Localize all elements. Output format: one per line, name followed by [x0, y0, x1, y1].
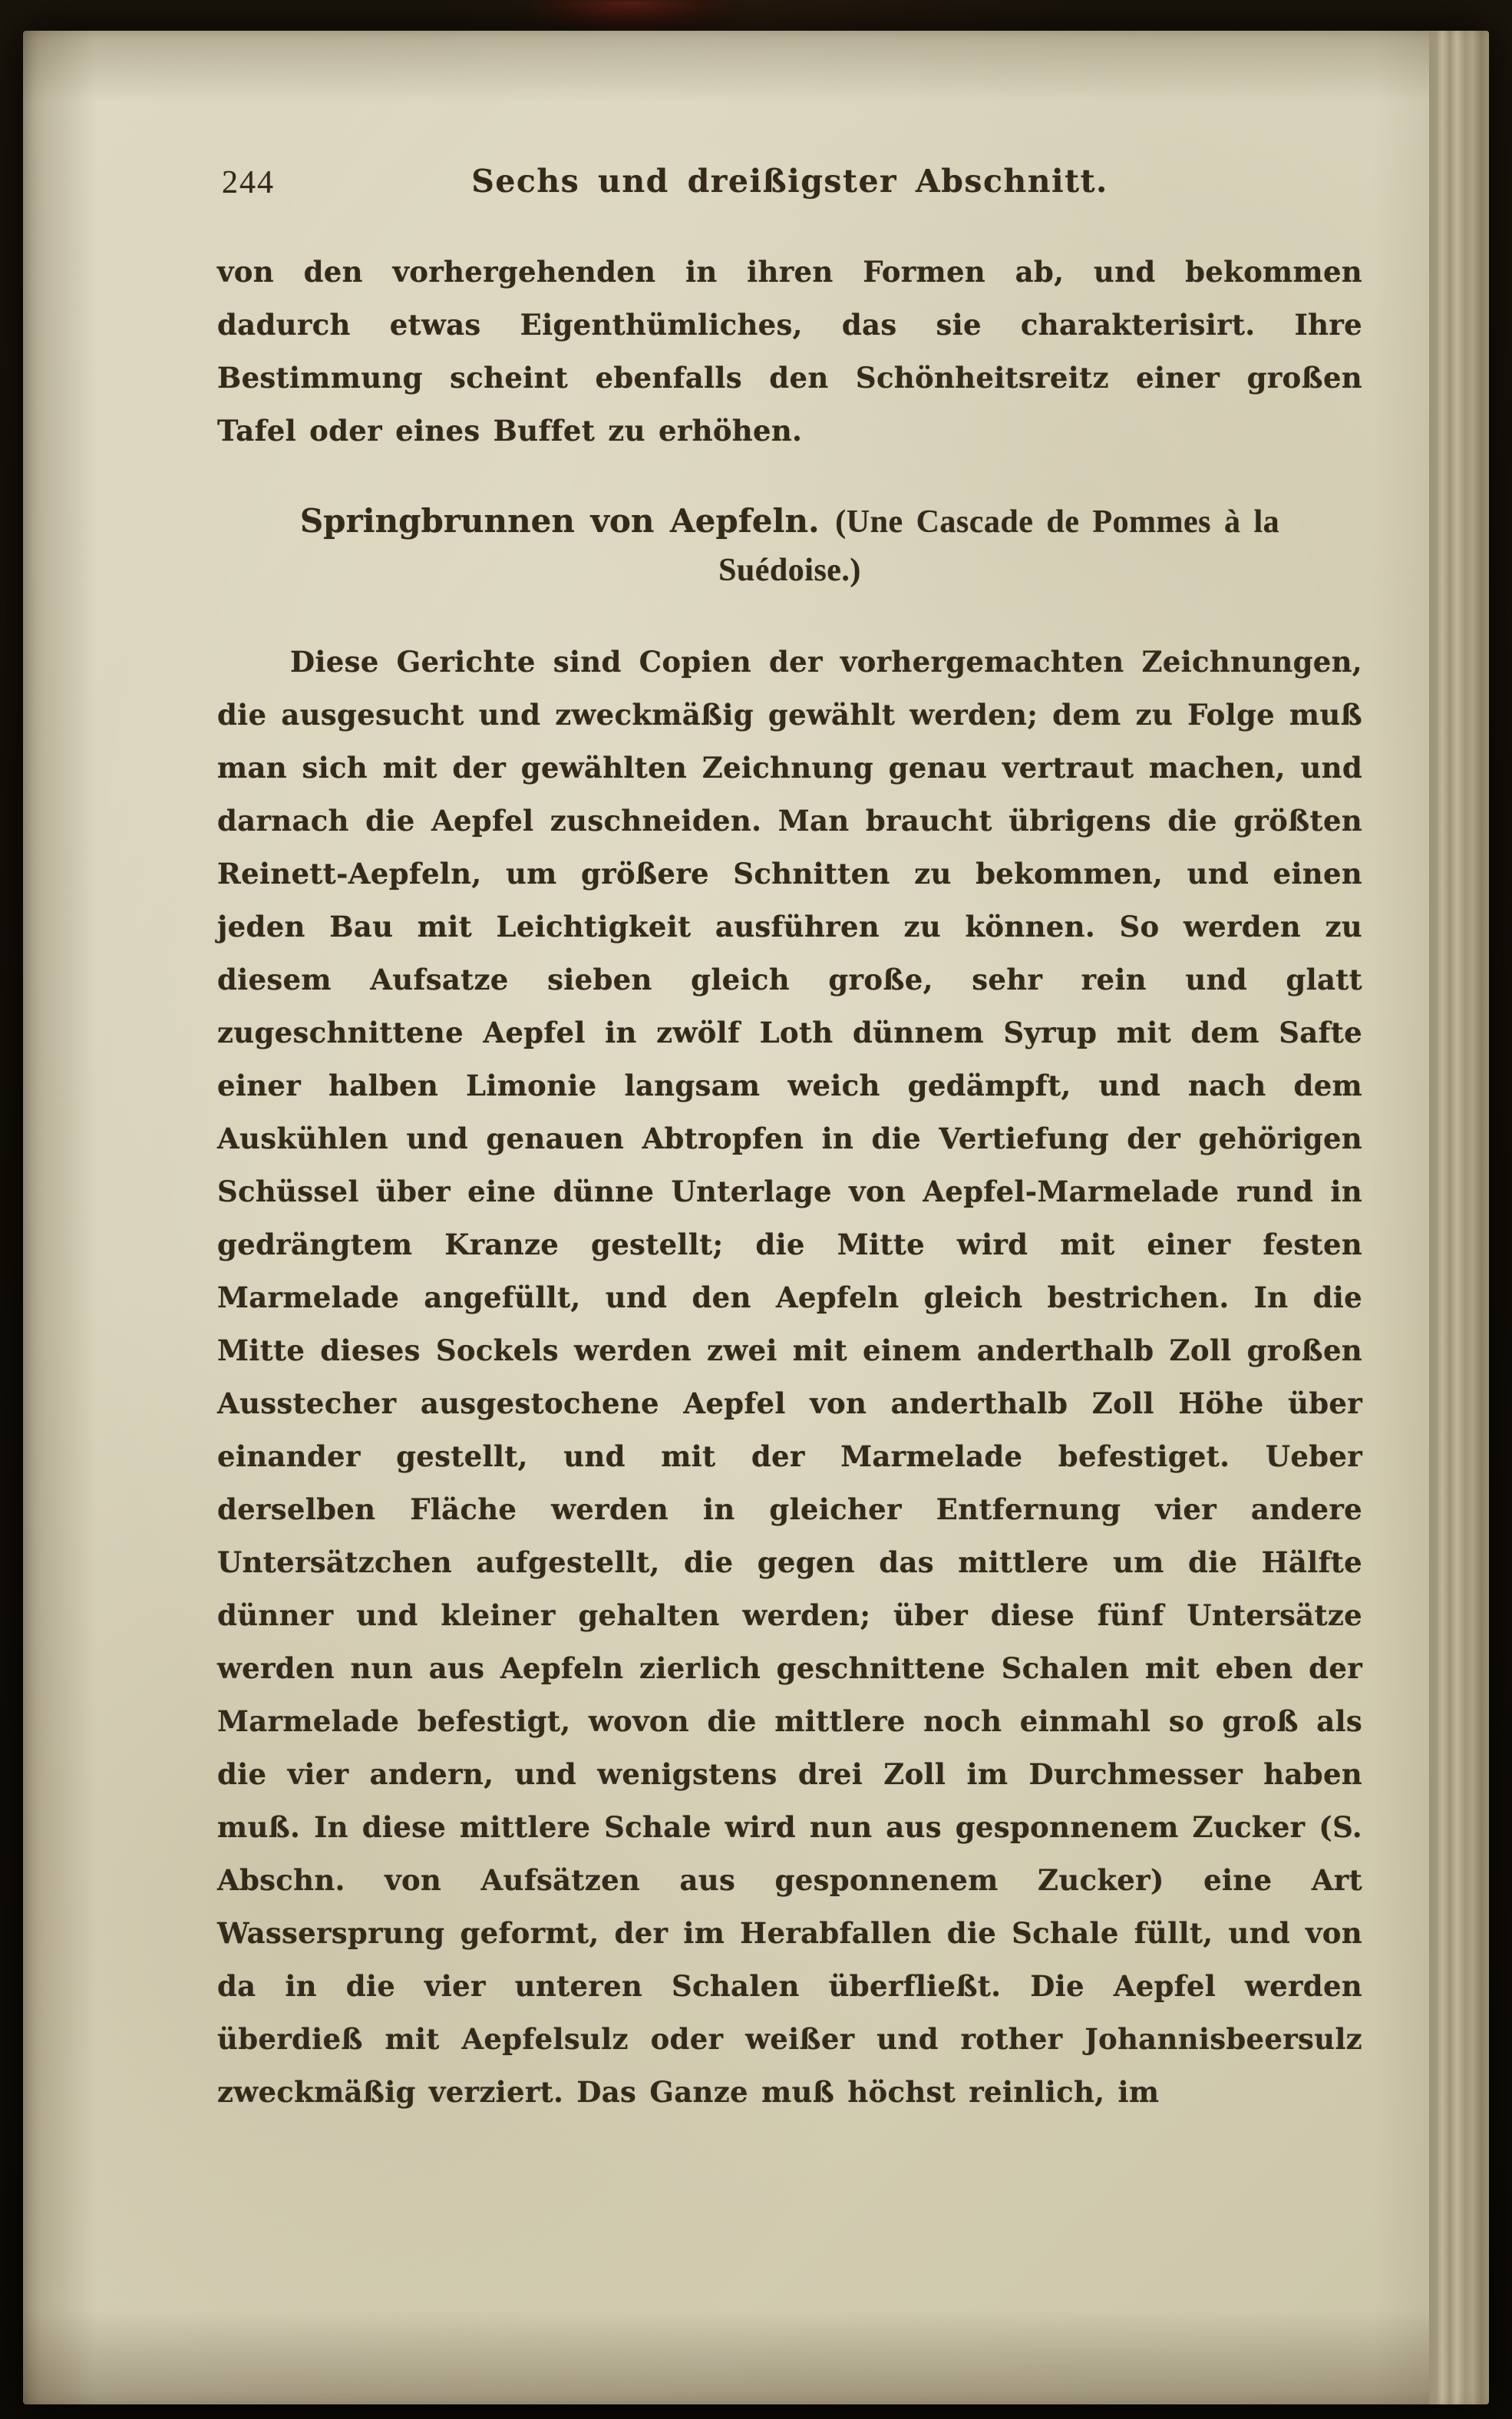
running-title: Sechs und dreißigster Abschnitt. — [471, 163, 1108, 200]
page-text-block — [217, 160, 1362, 2119]
section-heading-german: Springbrunnen von Aepfeln. — [299, 502, 820, 540]
book-page — [23, 31, 1489, 2404]
paragraph-main: Diese Gerichte sind Copien der vorhergemachten Zeichnungen, die ausgesucht und zweckmäßig gewählt werden; dem zu Folge muß man sich mit der gewählten Zeichnung genau vertraut machen, und darnach die Aepfel zuschneiden. Man braucht übrigens die größten Reinett-Aepfeln, um größere Schnitten zu bekommen, und einen jeden Bau mit Leichtigkeit ausführen zu können. So werden zu diesem Aufsatze sieben gleich große, sehr rein und glatt zugeschnittene Aepfel in zwölf Loth dünnem Syrup mit dem Safte einer halben Limonie langsam weich gedämpft, und nach dem Auskühlen und genauen Abtropfen in die Vertiefung der gehörigen Schüssel über eine dünne Unterlage von Aepfel-Marmelade rund in gedrängtem Kranze gestellt; die Mitte wird mit einer festen Marmelade angefüllt, und den Aepfeln gleich bestrichen. In die Mitte dieses Sockels werden zwei mit einem anderthalb Zoll großen Ausstecher ausgestochene Aepfel von anderthalb Zoll Höhe über einander gestellt, und mit der Marmelade befestiget. Ueber derselben Fläche werden in gleicher Entfernung vier andere Untersätzchen aufgestellt, die gegen das mittlere um die Hälfte dünner und kleiner gehalten werden; über diese fünf Untersätze werden nun aus Aepfeln zierlich geschnittene Schalen mit eben der Marmelade befestigt, wovon die mittlere noch einmahl so groß als die vier andern, und wenigstens drei Zoll im Durchmesser haben muß. In diese mittlere Schale wird nun aus gesponnenem Zucker (S. Abschn. von Aufsätzen aus gesponnenem Zucker) eine Art Wassersprung geformt, der im Herabfallen die Schale füllt, und von da in die vier unteren Schalen überfließt. Die Aepfel werden überdieß mit Aepfelsulz oder weißer und rother Johannisbeersulz zweckmäßig verziert. Das Ganze muß höchst reinlich, im — [217, 645, 1362, 2109]
page-header — [217, 160, 1362, 213]
book-spine-mark — [530, 0, 729, 32]
paragraph-continuation: von den vorhergehenden in ihren Formen ab, und bekommen dadurch etwas Eigenthümliches, das sie charakterisirt. Ihre Bestimmung scheint ebenfalls den Schönheitsreitz einer großen Tafel oder eines Buffet zu erhöhen. — [217, 255, 1362, 448]
section-heading — [291, 497, 1289, 594]
section-heading-french: (Une Cascade de Pommes à la Suédoise.) — [718, 504, 1280, 588]
page-edge-stack — [1429, 31, 1489, 2404]
page-number: 244 — [222, 165, 275, 200]
